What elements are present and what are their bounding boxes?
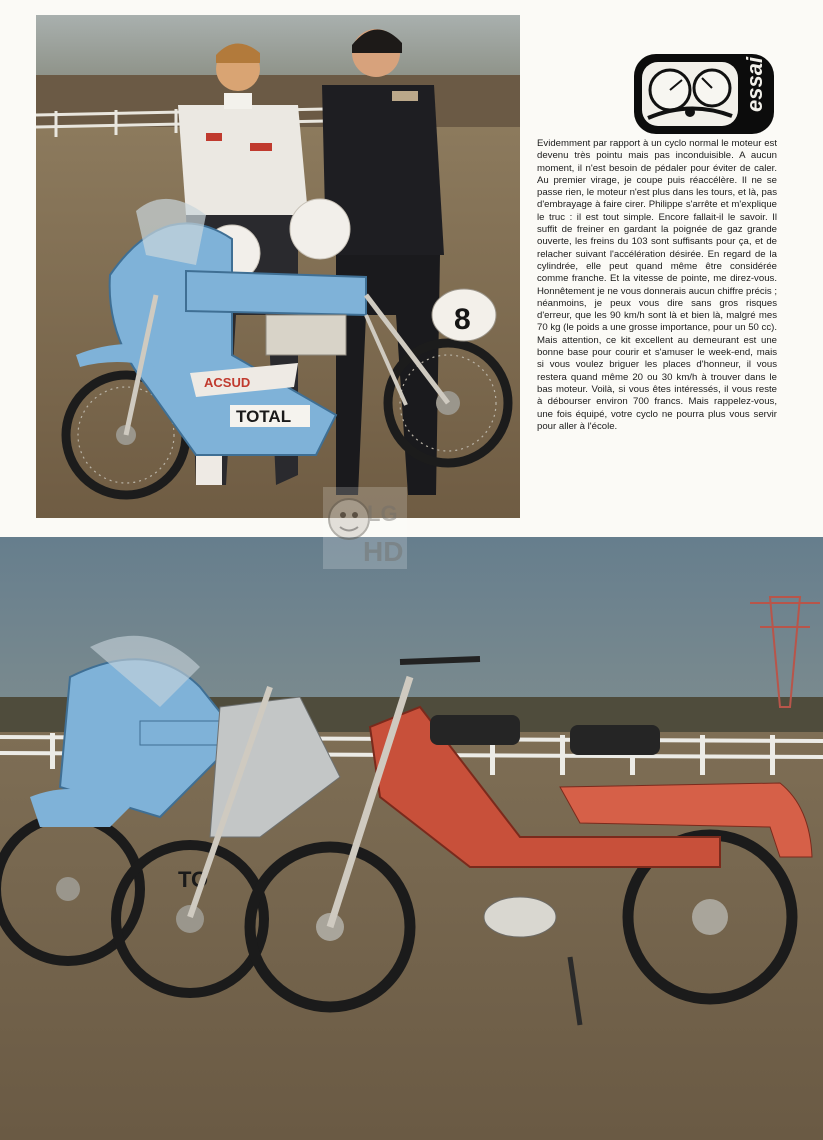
article-body-text: Evidemment par rapport à un cyclo normal le moteur est devenu très pointu mais pas inconduisible. A aucun moment, il n'est besoin de pédaler pour éviter de caler. Au premier virage, je coupe puis réaccélère. Il ne se passe rien, le moteur n'est plus dans les tours, et là, pas d'embrayage à faire cirer. Philippe s'arrête et m'explique le truc : il est tout simple. Encore fallait-il le savoir. Il suffit de freiner en gardant la poignée de gaz grande ouverte, les freins du 103 sont suffisants pour ça, et de relacher suivant l'accélération désirée. En regard de la cylindrée, elle peut quand même être considérée comme franche. Et la vitesse de pointe, me direz-vous. Honnêtement je ne vous donnerais aucun chiffre précis ; néanmoins, je peux vous dire sans gros risques d'erreur, que les 90 km/h sont là et bien là, malgré mes 70 kg (le poids a une grosse importance, pour un 50 cc). Mais attention, ce kit excellent au demeurant est une bonne base pour courir et s'amuser le week-end, mais si vous voulez briguer les places d'honneur, il vous restera quand même 20 ou 30 km/h à trouver dans le bas moteur. Voilà, si vous êtes intéressés, il vous reste à débourser environ 700 francs. Mais rappelez-vous, une fois équipé, votre cyclo ne pourra plus vous servir pour aller à l'école.	[537, 138, 777, 432]
sponsor-label: TOTAL	[236, 407, 292, 426]
fairing-brand-label: ACSUD	[204, 375, 251, 390]
watermark-line-2: HD	[363, 536, 404, 567]
site-watermark	[323, 487, 407, 569]
race-number: 8	[454, 303, 471, 336]
sponsor-label-partial: TO	[178, 867, 209, 892]
essai-label: essai	[742, 56, 767, 112]
watermark-line-1: LG	[367, 501, 398, 526]
photo-three-mopeds	[0, 537, 823, 1140]
helmet-white-right	[290, 199, 350, 259]
photo-riders-with-race-moped	[36, 15, 520, 518]
mascot-face-icon	[329, 499, 369, 539]
essai-rubric-logo	[632, 52, 776, 136]
